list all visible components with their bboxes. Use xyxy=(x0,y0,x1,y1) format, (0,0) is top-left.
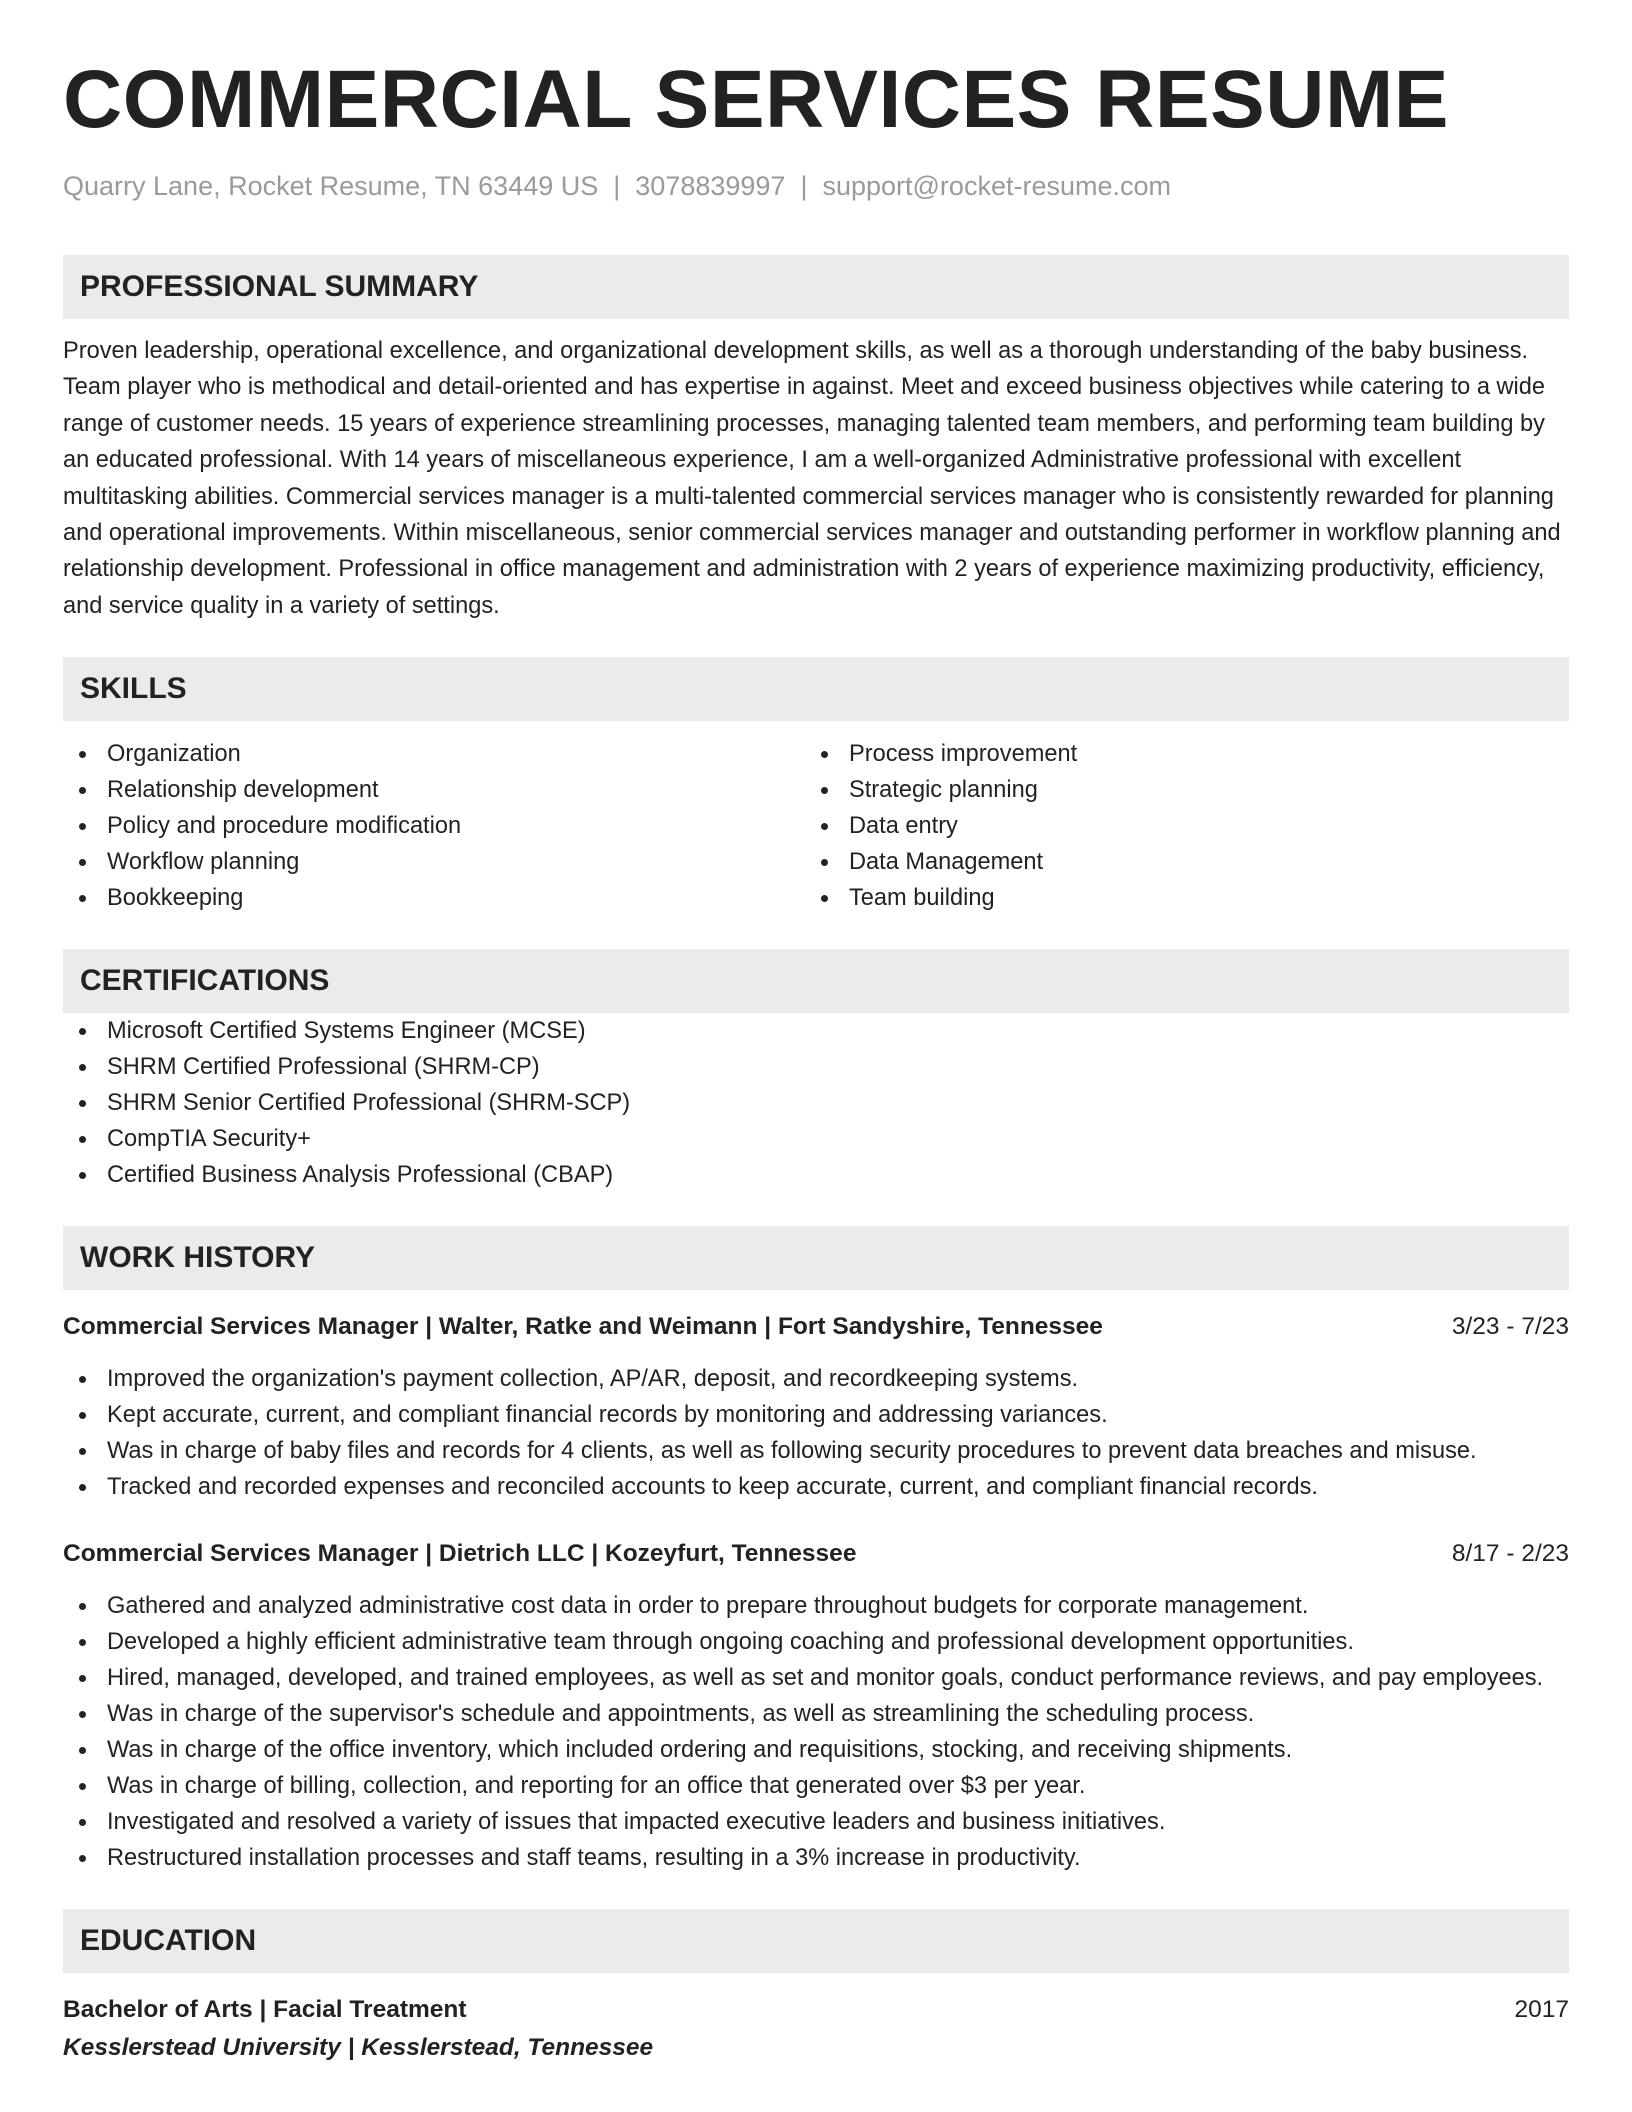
job-dates: 8/17 - 2/23 xyxy=(1451,1540,1569,1568)
skill-item: Team building xyxy=(805,880,1547,916)
section-header-summary: PROFESSIONAL SUMMARY xyxy=(63,255,1569,319)
job-duty-item: Kept accurate, current, and compliant financial records by monitoring and addressing variances. xyxy=(63,1397,1569,1433)
section-header-certifications: CERTIFICATIONS xyxy=(63,949,1569,1013)
job-entry xyxy=(63,1309,1569,1505)
skill-item: Policy and procedure modification xyxy=(63,808,805,844)
contact-separator: | xyxy=(800,171,808,201)
certification-item: SHRM Certified Professional (SHRM-CP) xyxy=(63,1049,1569,1085)
education-header xyxy=(63,1992,1569,2028)
education-year: 2017 xyxy=(1514,1996,1569,2024)
section-header-skills: SKILLS xyxy=(63,657,1569,721)
skill-item: Workflow planning xyxy=(63,844,805,880)
summary-text: Proven leadership, operational excellence, and organizational development skills, as well as a thorough understanding of the baby business. Team player who is methodical and detail-oriented and has expertise in against. Meet and exceed business objectives while catering to a wide range of customer needs. 15 years of experience streamlining processes, managing talented team members, and performing team building by an educated professional. With 14 years of miscellaneous experience, I am a well-organized Administrative professional with excellent multitasking abilities. Commercial services manager is a multi-talented commercial services manager who is consistently rewarded for planning and operational improvements. Within miscellaneous, senior commercial services manager and outstanding performer in workflow planning and relationship development. Professional in office management and administration with 2 years of experience maximizing productivity, efficiency, and service quality in a variety of settings. xyxy=(63,338,1561,619)
job-duty-item: Tracked and recorded expenses and reconciled accounts to keep accurate, current, and compliant financial records. xyxy=(63,1469,1569,1505)
skill-item: Data entry xyxy=(805,808,1547,844)
certifications-list xyxy=(63,1013,1569,1193)
job-duty-item: Was in charge of the supervisor's schedule and appointments, as well as streamlining the scheduling process. xyxy=(63,1696,1569,1732)
skill-item: Process improvement xyxy=(805,736,1547,772)
skill-item: Strategic planning xyxy=(805,772,1547,808)
job-duty-item: Gathered and analyzed administrative cost data in order to prepare throughout budgets for corporate management. xyxy=(63,1588,1569,1624)
contact-email: support@rocket-resume.com xyxy=(822,171,1171,201)
job-heading: Commercial Services Manager | Dietrich LLC | Kozeyfurt, Tennessee xyxy=(63,1540,857,1568)
skill-item: Data Management xyxy=(805,844,1547,880)
section-header-education: EDUCATION xyxy=(63,1909,1569,1973)
job-entry xyxy=(63,1536,1569,1876)
job-duty-item: Was in charge of billing, collection, and reporting for an office that generated over $3 per year. xyxy=(63,1768,1569,1804)
skill-item: Bookkeeping xyxy=(63,880,805,916)
job-duty-item: Developed a highly efficient administrative team through ongoing coaching and professional development opportunities. xyxy=(63,1624,1569,1660)
skills-column-left xyxy=(63,736,805,916)
job-header xyxy=(63,1536,1569,1572)
certification-item: Microsoft Certified Systems Engineer (MCSE) xyxy=(63,1013,1569,1049)
skill-item: Organization xyxy=(63,736,805,772)
job-dates: 3/23 - 7/23 xyxy=(1451,1313,1569,1341)
contact-phone: 3078839997 xyxy=(635,171,786,201)
contact-line xyxy=(63,168,1569,204)
job-heading: Commercial Services Manager | Walter, Ratke and Weimann | Fort Sandyshire, Tennessee xyxy=(63,1313,1103,1341)
education-degree: Bachelor of Arts | Facial Treatment xyxy=(63,1996,467,2024)
job-duty-item: Investigated and resolved a variety of issues that impacted executive leaders and business initiatives. xyxy=(63,1804,1569,1840)
contact-address: Quarry Lane, Rocket Resume, TN 63449 US xyxy=(63,171,599,201)
skill-item: Relationship development xyxy=(63,772,805,808)
certification-item: Certified Business Analysis Professional (CBAP) xyxy=(63,1157,1569,1193)
skills-list xyxy=(63,736,1569,916)
skills-column-right xyxy=(805,736,1547,916)
job-header xyxy=(63,1309,1569,1345)
resume-title: COMMERCIAL SERVICES RESUME xyxy=(63,54,1449,145)
job-duties-list xyxy=(63,1588,1569,1876)
contact-separator: | xyxy=(613,171,621,201)
job-duty-item: Was in charge of the office inventory, which included ordering and requisitions, stocking, and receiving shipments. xyxy=(63,1732,1569,1768)
job-duty-item: Restructured installation processes and staff teams, resulting in a 3% increase in productivity. xyxy=(63,1840,1569,1876)
job-duty-item: Improved the organization's payment collection, AP/AR, deposit, and recordkeeping systems. xyxy=(63,1361,1569,1397)
job-duty-item: Was in charge of baby files and records for 4 clients, as well as following security procedures to prevent data breaches and misuse. xyxy=(63,1433,1569,1469)
education-school: Kesslerstead University | Kesslerstead, Tennessee xyxy=(63,2034,654,2062)
certification-item: SHRM Senior Certified Professional (SHRM-SCP) xyxy=(63,1085,1569,1121)
job-duties-list xyxy=(63,1361,1569,1505)
education-entry xyxy=(63,1992,1569,2066)
section-header-work-history: WORK HISTORY xyxy=(63,1226,1569,1290)
certification-item: CompTIA Security+ xyxy=(63,1121,1569,1157)
job-duty-item: Hired, managed, developed, and trained employees, as well as set and monitor goals, conduct performance reviews, and pay employees. xyxy=(63,1660,1569,1696)
